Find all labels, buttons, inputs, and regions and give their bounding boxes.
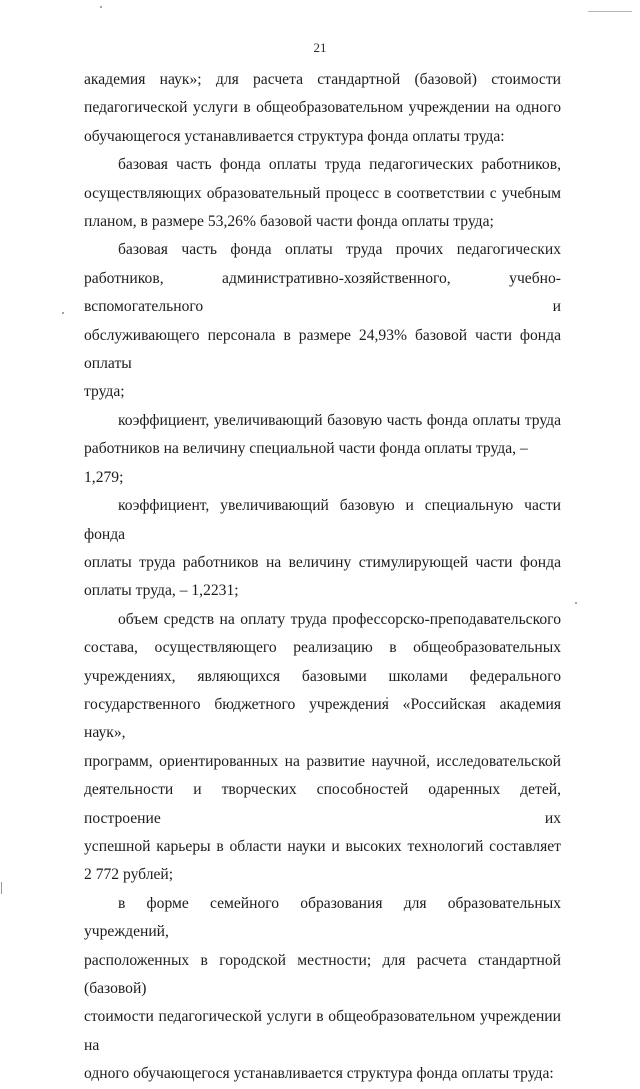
text-line: базовая часть фонда оплаты труда педагогических работников, <box>118 156 561 174</box>
scan-edge-mark <box>1 882 2 894</box>
text-line: государственного бюджетного учреждения «Российская академия наук», <box>84 695 561 742</box>
text-line: планом, в размере 53,26% базовой части фонда оплаты труда; <box>84 213 494 231</box>
text-line: деятельности и творческих способностей одаренных детей, построение их <box>84 781 561 827</box>
text-line: коэффициент, увеличивающий базовую и специальную части фонда <box>84 497 561 543</box>
text-line: обучающегося устанавливается структура фонда оплаты труда: <box>84 127 505 145</box>
text-line: труда; <box>84 383 125 401</box>
text-line: педагогической услуги в общеобразовательном учреждении на одного <box>84 99 561 117</box>
text-line: в форме семейного образования для образовательных учреждений, <box>84 894 561 941</box>
text-line: оплаты труда работников на величину стимулирующей части фонда <box>84 553 561 571</box>
text-line: расположенных в городской местности; для расчета стандартной (базовой) <box>84 951 561 997</box>
text-line: 2 772 рублей; <box>84 866 174 884</box>
text-line: состава, осуществляющего реализацию в общеобразовательных <box>84 639 561 657</box>
scan-speck <box>62 312 64 314</box>
text-line: учреждениях, являющихся базовыми школами федерального <box>84 667 561 685</box>
text-line: стоимости педагогической услуги в общеобразовательном учреждении на <box>84 1008 561 1054</box>
scan-speck <box>100 6 102 8</box>
text-line: программ, ориентированных на развитие научной, исследовательской <box>84 752 561 770</box>
text-line: работников на величину специальной части фонда оплаты труда, – 1,279; <box>84 440 528 486</box>
text-line: успешной карьеры в области науки и высоких технологий составляет <box>84 837 561 855</box>
text-line: объем средств на оплату труда профессорско-преподавательского <box>118 610 561 628</box>
text-line: академия наук»; для расчета стандартной (базовой) стоимости <box>84 71 561 88</box>
page-number: 21 <box>313 40 327 55</box>
document-body <box>84 66 561 1089</box>
text-line: осуществляющих образовательный процесс в соответствии с учебным <box>84 184 561 202</box>
text-line: работников, административно-хозяйственного, учебно-вспомогательного и <box>84 269 561 316</box>
text-line: коэффициент, увеличивающий базовую часть фонда оплаты труда <box>118 411 561 429</box>
scan-corner-line <box>588 11 632 12</box>
scan-speck <box>575 602 577 604</box>
text-line: одного обучающегося устанавливается структура фонда оплаты труда: <box>84 1065 554 1083</box>
text-line: базовая часть фонда оплаты труда прочих педагогических <box>118 241 561 259</box>
text-line: оплаты труда, – 1,2231; <box>84 582 239 600</box>
text-line: обслуживающего персонала в размере 24,93% базовой части фонда оплаты <box>84 326 561 373</box>
